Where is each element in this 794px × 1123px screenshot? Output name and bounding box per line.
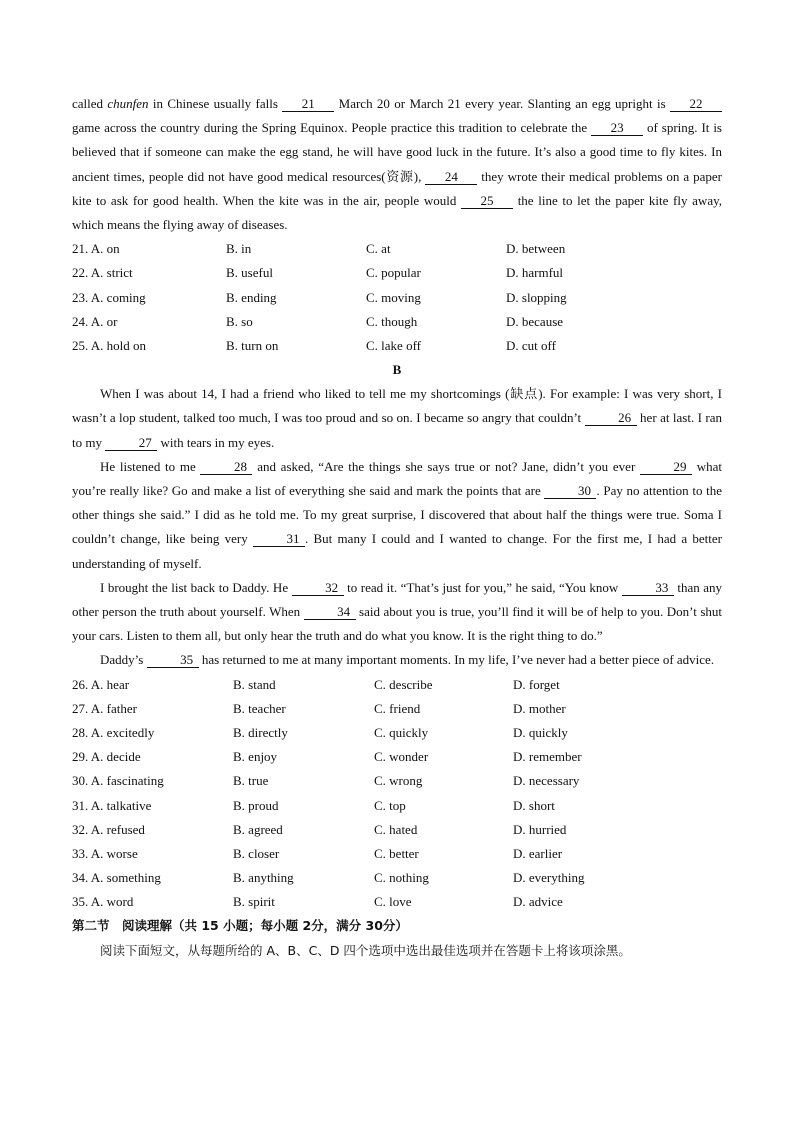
option-choice: C. though [366, 313, 418, 329]
option-choice: 23. A. coming [72, 289, 146, 305]
option-choice: D. hurried [513, 821, 567, 837]
option-choice: D. between [506, 241, 566, 257]
option-choice: B. stand [233, 676, 276, 692]
text-run: they wrote their medical problems on a paper kite to ask for good health. When the kite was in the air, people would [72, 168, 722, 208]
option-choice: C. friend [374, 700, 421, 716]
text-run: to read it. “That’s just for you,” he said, “You know [343, 579, 622, 595]
option-choice: D. quickly [513, 724, 568, 740]
option-choice: C. describe [374, 676, 433, 692]
italic-term: chunfen [107, 96, 149, 111]
text-run: her at last. I ran to my [72, 410, 722, 450]
option-choice: D. slopping [506, 289, 567, 305]
option-choice: 22. A. strict [72, 265, 133, 281]
section-2-title: 第二节 阅读理解（共 15 小题；每小题 2分，满分 30分） [72, 918, 408, 934]
text-run: He listened to me [100, 458, 201, 474]
answer-blank: 28 [200, 459, 252, 475]
answer-blank: 35 [147, 652, 199, 668]
answer-blank: 33 [622, 580, 674, 596]
option-choice: 33. A. worse [72, 845, 138, 861]
option-choice: B. true [233, 773, 269, 789]
option-choice: 28. A. excitedly [72, 724, 155, 740]
text-run: called [72, 96, 108, 111]
option-choice: D. remember [513, 749, 582, 765]
option-row [72, 721, 722, 745]
option-choice: 29. A. decide [72, 749, 141, 765]
text-run: I brought the list back to Daddy. He [100, 579, 292, 595]
passage-b-paragraph [72, 648, 722, 672]
passage-a-options [72, 237, 722, 358]
option-choice: D. advice [513, 894, 563, 910]
option-row [72, 890, 722, 914]
answer-blank: 32 [292, 580, 344, 596]
option-choice: C. popular [366, 265, 421, 281]
option-row [72, 334, 722, 358]
option-choice: B. enjoy [233, 749, 278, 765]
text-run: When I was about 14, I had a friend who liked to tell me my shortcomings (缺点). For example: I was very short, I wasn’t a lop student, talked too much, I was too proud and so on. I became so angry that couldn’t [72, 386, 722, 426]
answer-blank: 34 [304, 604, 356, 620]
option-row [72, 866, 722, 890]
passage-b-paragraph [72, 455, 722, 576]
answer-blank: 27 [105, 435, 157, 451]
option-row [72, 237, 722, 261]
passage-b-paragraph [72, 382, 722, 455]
option-choice: B. teacher [233, 700, 286, 716]
option-choice: D. everything [513, 870, 585, 886]
option-choice: D. because [506, 313, 564, 329]
option-choice: 26. A. hear [72, 676, 130, 692]
answer-blank: 31 [253, 531, 305, 547]
option-choice: 24. A. or [72, 313, 118, 329]
text-run: with tears in my eyes. [157, 434, 275, 450]
exam-page [72, 92, 722, 963]
option-choice: 21. A. on [72, 241, 120, 257]
text-run: what you’re really like? Go and make a list of everything she said and mark the points that are [72, 458, 722, 498]
option-row [72, 697, 722, 721]
option-choice: B. directly [233, 724, 288, 740]
option-choice: 34. A. something [72, 870, 161, 886]
option-choice: C. nothing [374, 870, 429, 886]
option-choice: C. moving [366, 289, 421, 305]
option-choice: B. useful [226, 265, 273, 281]
passage-a-paragraph [72, 92, 722, 237]
option-choice: D. mother [513, 700, 566, 716]
text-run: and asked, “Are the things she says true or not? Jane, didn’t you ever [252, 458, 640, 474]
option-choice: B. turn on [226, 337, 279, 353]
option-choice: 30. A. fascinating [72, 773, 164, 789]
text-run: March 20 or March 21 every year. Slanting an egg upright is [334, 96, 670, 111]
option-row [72, 286, 722, 310]
text-run: the line to let the paper kite fly away, which means the flying away of diseases. [72, 192, 722, 233]
text-run: . But many I could and I wanted to change. For the first me, I had a better understanding of myself. [72, 531, 722, 571]
option-choice: C. top [374, 797, 406, 813]
option-choice: B. so [226, 313, 253, 329]
passage-b-options [72, 673, 722, 915]
text-run: than any other person the truth about yourself. When [72, 579, 723, 619]
option-choice: C. quickly [374, 724, 429, 740]
passage-b-paragraphs [72, 382, 722, 672]
option-row [72, 842, 722, 866]
answer-blank: 30 [544, 483, 596, 499]
option-choice: D. harmful [506, 265, 564, 281]
option-choice: B. ending [226, 289, 277, 305]
option-row [72, 745, 722, 769]
option-choice: C. better [374, 845, 419, 861]
passage-b-paragraph [72, 576, 722, 649]
option-choice: D. earlier [513, 845, 563, 861]
answer-blank: 24 [425, 169, 477, 185]
option-choice: 31. A. talkative [72, 797, 152, 813]
option-row [72, 261, 722, 285]
option-choice: 35. A. word [72, 894, 134, 910]
option-row [72, 818, 722, 842]
text-run: of spring. It is believed that if someone can make the egg stand, he will have good luck in the future. It’s also a good time to fly kites. In ancient times, people did not have good medical resources(资源), [72, 120, 722, 184]
option-choice: C. wonder [374, 749, 429, 765]
text-run: game across the country during the Spring Equinox. People practice this tradition to celebrate the [72, 120, 592, 136]
option-choice: C. hated [374, 821, 418, 837]
text-run: in Chinese usually falls [148, 96, 283, 111]
option-choice: 27. A. father [72, 700, 137, 716]
option-choice: C. lake off [366, 337, 421, 353]
text-run: . Pay no attention to the other things she said.” I did as he told me. To my great surprise, I discovered that about half the things were true. Soma I couldn’t change, like being very [72, 482, 722, 547]
option-choice: 32. A. refused [72, 821, 145, 837]
option-choice: D. short [513, 797, 555, 813]
option-choice: 25. A. hold on [72, 337, 147, 353]
text-run: Daddy’s [100, 652, 147, 668]
answer-blank: 22 [670, 96, 722, 112]
option-choice: D. cut off [506, 337, 556, 353]
answer-blank: 29 [640, 459, 692, 475]
option-choice: C. wrong [374, 773, 423, 789]
option-choice: C. love [374, 894, 412, 910]
option-choice: C. at [366, 241, 391, 257]
option-choice: D. forget [513, 676, 560, 692]
passage-b-heading: B [392, 362, 402, 378]
text-run: has returned to me at many important moments. In my life, I’ve never had a better piece of advice. [198, 652, 715, 668]
option-row [72, 769, 722, 793]
answer-blank: 25 [461, 193, 513, 209]
section-2-instruction: 阅读下面短文，从每题所给的 A、B、C、D 四个选项中选出最佳选项并在答题卡上将该项涂黑。 [100, 942, 631, 958]
option-row [72, 310, 722, 334]
option-choice: B. in [226, 241, 252, 257]
option-choice: B. anything [233, 870, 294, 886]
answer-blank: 23 [591, 120, 643, 136]
option-row [72, 794, 722, 818]
option-row [72, 673, 722, 697]
option-choice: B. agreed [233, 821, 283, 837]
option-choice: B. spirit [233, 894, 275, 910]
answer-blank: 26 [585, 410, 637, 426]
answer-blank: 21 [282, 96, 334, 112]
text-run: said about you is true, you’ll find it will be of help to you. Don’t shut your cars. Listen to them all, but only hear the truth and do what you know. It is the right thing to do.” [72, 603, 722, 644]
option-choice: B. proud [233, 797, 279, 813]
option-choice: D. necessary [513, 773, 580, 789]
option-choice: B. closer [233, 845, 280, 861]
